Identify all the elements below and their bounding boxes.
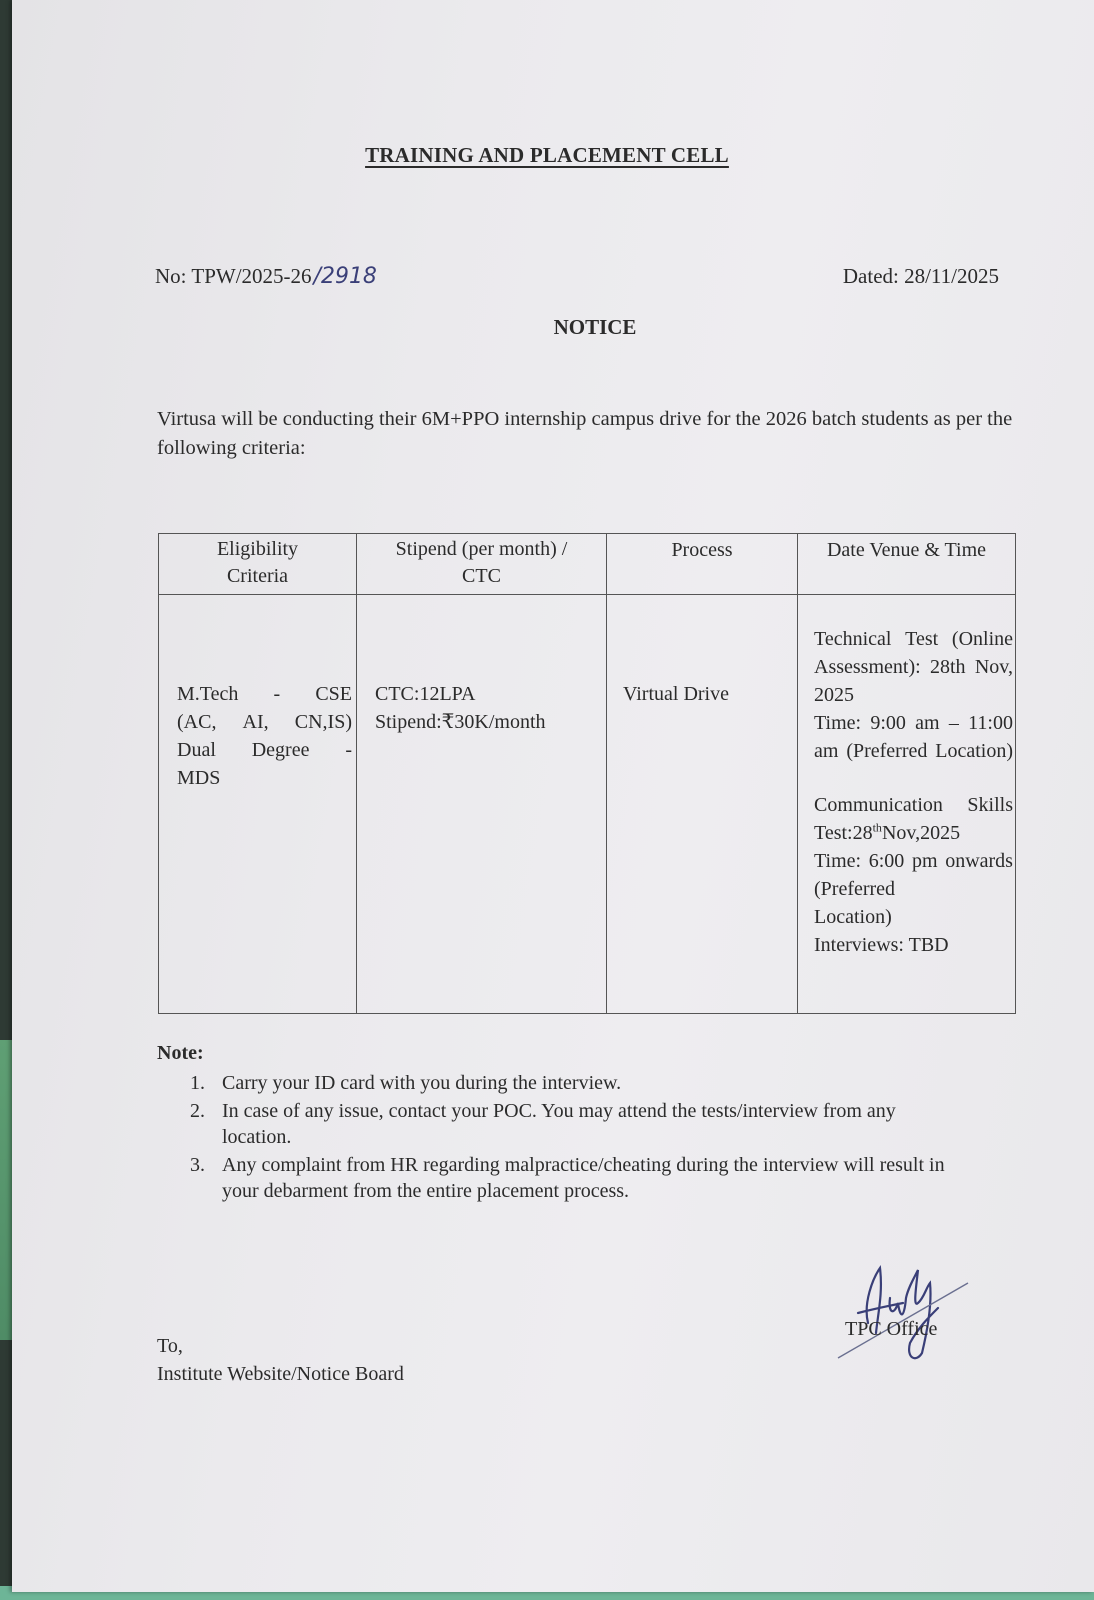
eligibility-line: Dual Degree -	[177, 739, 352, 761]
interviews-line: Interviews: TBD	[814, 934, 949, 956]
header-stipend: Stipend (per month) / CTC	[357, 534, 607, 595]
document-header	[0, 143, 1094, 168]
schedule-line: Test:28thNov,2025	[814, 820, 961, 844]
signatory-label: TPC Office	[845, 1318, 938, 1340]
date-venue-time-cell	[798, 595, 1016, 1014]
to-label: To,	[157, 1335, 183, 1357]
recipient: Institute Website/Notice Board	[157, 1363, 404, 1385]
header-eligibility: Eligibility Criteria	[159, 534, 357, 595]
list-item: 1. Carry your ID card with you during the interview.	[190, 1072, 622, 1094]
criteria-table	[158, 533, 1016, 1014]
note-label: Note:	[157, 1042, 204, 1064]
notice-title: NOTICE	[553, 315, 637, 339]
schedule-line: Location)	[814, 906, 892, 928]
header-text: TRAINING AND PLACEMENT CELL	[365, 143, 729, 167]
list-item: 3. Any complaint from HR regarding malpractice/cheating during the interview will result in your debarment from the entire placement process.	[190, 1154, 945, 1202]
stipend-value: Stipend:₹30K/month	[375, 711, 546, 733]
table-header-row	[159, 534, 1016, 595]
process-value: Virtual Drive	[623, 683, 729, 705]
schedule-line: Time: 6:00 pm onwards	[814, 850, 1013, 872]
header-process: Process	[607, 534, 798, 595]
eligibility-line: (AC, AI, CN,IS)	[177, 711, 352, 733]
date-line: Dated: 28/11/2025	[842, 264, 999, 288]
eligibility-cell	[159, 595, 357, 1014]
intro-paragraph: Virtusa will be conducting their 6M+PPO internship campus drive for the 2026 batch students as per the following criteria:	[157, 408, 1013, 459]
schedule-line: Communication Skills	[814, 794, 1013, 816]
eligibility-line: MDS	[177, 767, 221, 789]
recipient-block	[157, 1332, 404, 1388]
signature	[828, 1258, 988, 1368]
reference-number	[155, 264, 377, 289]
schedule-line: 2025	[814, 684, 854, 706]
schedule-line: am (Preferred Location)	[814, 740, 1013, 762]
ref-no-label: No: TPW/2025-26	[155, 264, 312, 288]
schedule-line: Time: 9:00 am – 11:00	[814, 712, 1013, 734]
header-date-venue-time: Date Venue & Time	[798, 534, 1016, 595]
schedule-line: Technical Test (Online	[814, 628, 1013, 650]
stipend-cell	[357, 595, 607, 1014]
schedule-line: (Preferred	[814, 878, 896, 900]
list-item: 2. In case of any issue, contact your POC. You may attend the tests/interview from any location.	[190, 1100, 896, 1148]
ctc-value: CTC:12LPA	[375, 683, 476, 705]
ref-no-handwritten: /2918	[313, 264, 377, 289]
table-row	[159, 595, 1016, 1014]
process-cell	[607, 595, 798, 1014]
notes-list	[190, 1070, 970, 1206]
schedule-line: Assessment): 28th Nov,	[814, 656, 1013, 678]
eligibility-line: M.Tech - CSE	[177, 683, 352, 705]
